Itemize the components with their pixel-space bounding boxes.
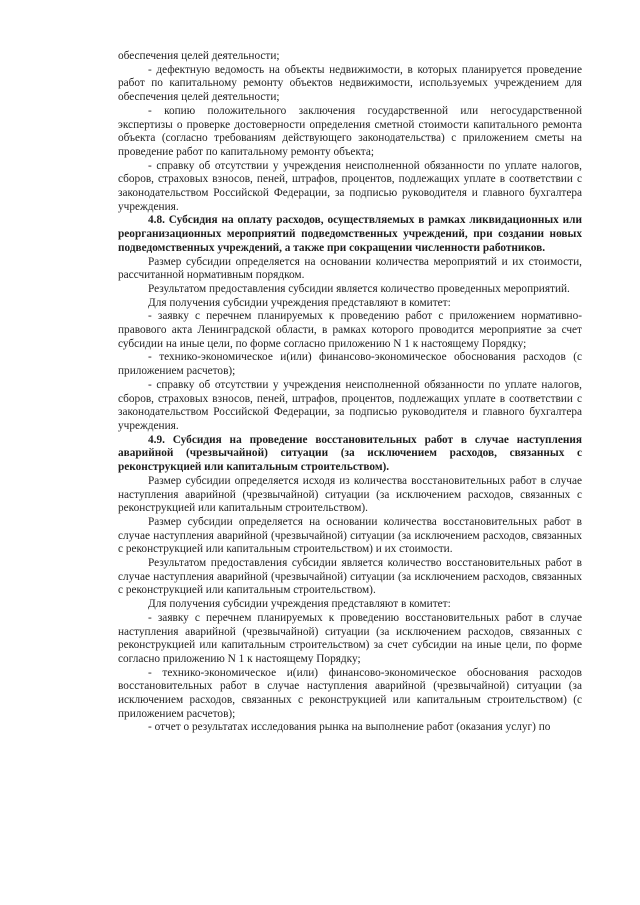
list-item-application: - заявку с перечнем планируемых к проведению работ с приложением нормативно-правового акта Ленинградской области, в рамках которого проводится мероприятие за счет субсидии на иные цели, по форме согласно приложению N 1 к настоящему Порядку; [118,310,582,350]
list-item-tax-certificate-2: - справку об отсутствии у учреждения неисполненной обязанности по уплате налогов, сборов, страховых взносов, пеней, штрафов, процентов, подлежащих уплате в соответствии с законодательством Российской Федерации, за подписью руководителя и главного бухгалтера учреждения. [118,378,582,432]
list-item-defect-statement: - дефектную ведомость на объекты недвижимости, в которых планируется проведение работ по капитальному ремонту объектов недвижимости, используемых учреждением для обеспечения целей деятельности; [118,63,582,104]
paragraph-subsidy-size: Размер субсидии определяется на основании количества мероприятий и их стоимости, рассчитанной нормативным порядком. [118,255,582,282]
section-heading-4-9: 4.9. Субсидия на проведение восстановительных работ в случае наступления аварийной (чрезвычайной) ситуации (за исключением расходов, связанных с реконструкцией или капитальным строительством). [118,433,582,474]
paragraph-continuation: обеспечения целей деятельности; [118,50,280,62]
paragraph-submission-intro-2: Для получения субсидии учреждения представляют в комитет: [148,598,451,611]
list-item-tax-certificate: - справку об отсутствии у учреждения неисполненной обязанности по уплате налогов, сборов, страховых взносов, пеней, штрафов, процентов, подлежащих уплате в соответствии с законодательством Российской Федерации, за подписью руководителя и главного бухгалтера учреждения. [118,159,582,213]
paragraph-subsidy-size-2: Размер субсидии определяется на основании количества восстановительных работ в случае наступления аварийной (чрезвычайной) ситуации (за исключением расходов, связанных с реконструкцией или капитальным строительством) и их стоимости. [118,515,582,556]
paragraph-subsidy-size-1: Размер субсидии определяется исходя из количества восстановительных работ в случае наступления аварийной (чрезвычайной) ситуации (за исключением расходов, связанных с реконструкцией или капитальным строительством). [118,474,582,515]
list-item-expertise-copy: - копию положительного заключения государственной или негосударственной экспертизы о проверке достоверности определения сметной стоимости капитального ремонта объекта (согласно требованиям действующего законодательства) с приложением сметы на проведение работ по капитальному ремонту объекта; [118,104,582,158]
list-item-justification-2: - технико-экономическое и(или) финансово-экономическое обоснования расходов восстановительных работ в случае наступления аварийной (чрезвычайной) ситуации (за исключением расходов, связанных с реконструкцией или капитальным строительством) (с приложением расчетов); [118,666,582,720]
list-item-market-report: - отчет о результатах исследования рынка на выполнение работ (оказания услуг) по [148,721,551,734]
paragraph-subsidy-result-2: Результатом предоставления субсидии является количество восстановительных работ в случае наступления аварийной (чрезвычайной) ситуации (за исключением расходов, связанных с реконструкцией или капитальным строительством). [118,557,582,597]
paragraph-subsidy-result: Результатом предоставления субсидии является количество проведенных мероприятий. [148,282,570,295]
list-item-justification: - технико-экономическое и(или) финансово-экономическое обоснования расходов (с приложением расчетов); [118,351,582,378]
list-item-application-2: - заявку с перечнем планируемых к проведению восстановительных работ в случае наступления аварийной (чрезвычайной) ситуации (за исключением расходов, связанных с реконструкцией или капитальным строительством) за счет субсидии на иные цели, по форме согласно приложению N 1 к настоящему Порядку; [118,611,582,665]
section-heading-4-8: 4.8. Субсидия на оплату расходов, осуществляемых в рамках ликвидационных или реорганизационных мероприятий подведомственных учреждений, при создании новых подведомственных учреждений, а также при сокращении численности работников. [118,214,582,254]
paragraph-submission-intro: Для получения субсидии учреждения представляют в комитет: [148,296,451,309]
